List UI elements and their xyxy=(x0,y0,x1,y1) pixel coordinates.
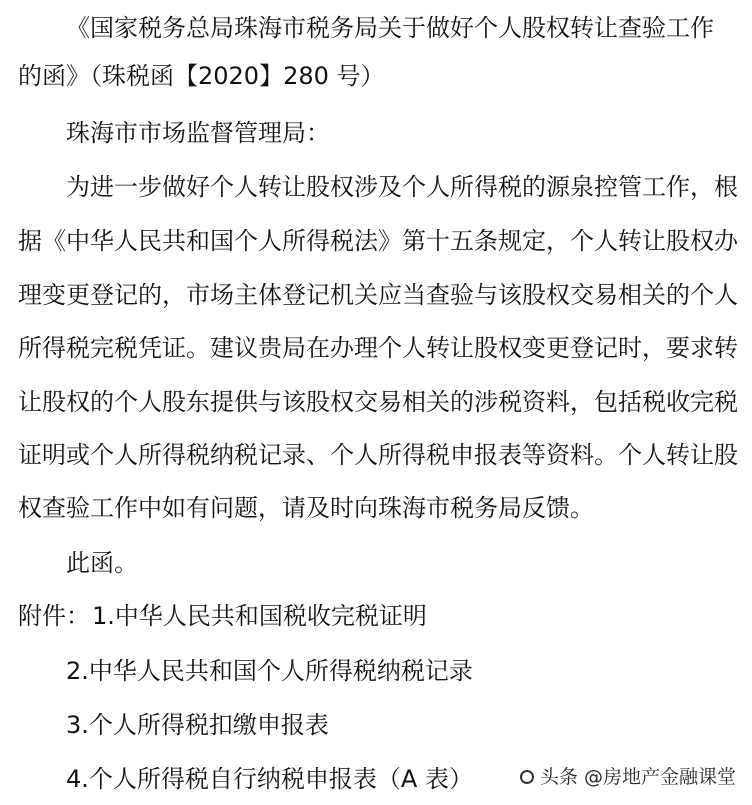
toutiao-circle-icon xyxy=(520,770,534,784)
watermark-text: 头条 @房地产金融课堂 xyxy=(539,766,736,788)
body-line-7: 权查验工作中如有问题，请及时向珠海市税务局反馈。 xyxy=(18,494,594,522)
body-line-2: 据《中华人民共和国个人所得税法》第十五条规定，个人转让股权办 xyxy=(18,227,738,255)
attachments-label: 附件： xyxy=(18,602,90,630)
body-line-4: 所得税完税凭证。建议贵局在办理个人转让股权变更登记时，要求转 xyxy=(18,334,738,362)
watermark xyxy=(516,763,740,791)
attachment-item-3: 3.个人所得税扣缴申报表 xyxy=(66,711,329,739)
body-line-5: 让股权的个人股东提供与该股权交易相关的涉税资料，包括税收完税 xyxy=(18,388,738,416)
body-line-1: 为进一步做好个人转让股权涉及个人所得税的源泉控管工作，根 xyxy=(66,173,738,201)
document-title-line-2: 的函》（珠税函【2020】280 号） xyxy=(18,62,385,90)
attachment-item-1: 1.中华人民共和国税收完税证明 xyxy=(92,602,427,630)
document-title-line-1: 《国家税务总局珠海市税务局关于做好个人股权转让查验工作 xyxy=(66,14,714,42)
body-line-6: 证明或个人所得税纳税记录、个人所得税申报表等资料。个人转让股 xyxy=(18,441,738,469)
attachment-item-2: 2.中华人民共和国个人所得税纳税记录 xyxy=(66,657,473,685)
addressee: 珠海市市场监督管理局： xyxy=(66,119,330,147)
closing-text: 此函。 xyxy=(66,549,138,577)
attachment-item-4: 4.个人所得税自行纳税申报表（A 表） xyxy=(66,765,473,793)
body-line-3: 理变更登记的，市场主体登记机关应当查验与该股权交易相关的个人 xyxy=(18,281,738,309)
